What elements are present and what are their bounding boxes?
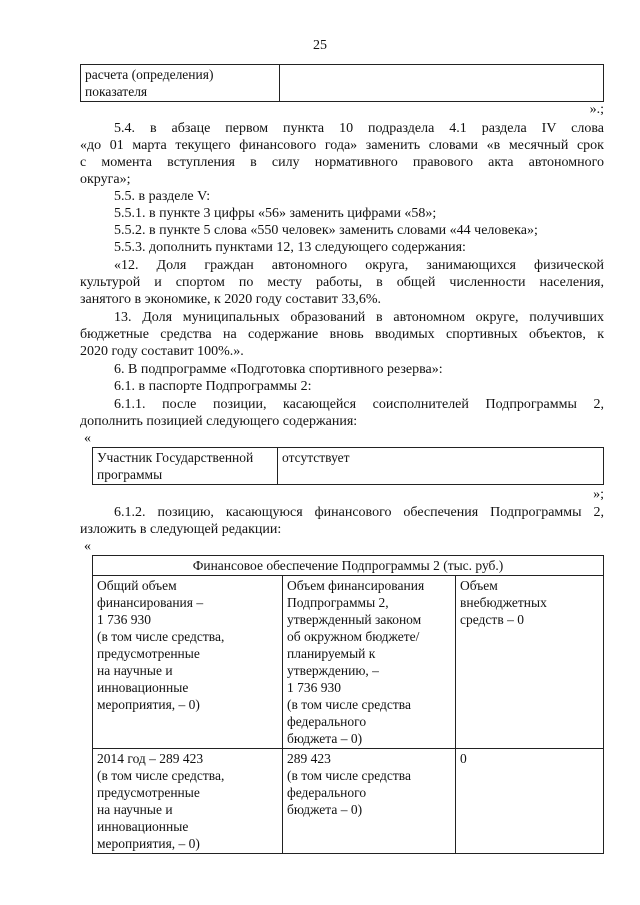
participant-label-cell: Участник Государственной программы	[93, 448, 278, 485]
top-table-cell: расчета (определения) показателя	[81, 65, 280, 102]
page-number: 25	[313, 38, 327, 53]
finance-year-budget-cell: 289 423 (в том числе средства федерального бюджета – 0)	[283, 749, 456, 854]
paragraph-5-4-line: 5.4. в абзаце первом пункта 10 подраздела 4.1 раздела IV слова	[114, 121, 604, 136]
paragraph-5-5: 5.5. в разделе V:	[114, 189, 211, 204]
open-quote: «	[84, 539, 91, 554]
close-quote: »;	[593, 487, 604, 502]
top-table-empty-cell	[280, 65, 604, 102]
paragraph-5-5-2: 5.5.2. в пункте 5 слова «550 человек» заменить словами «44 человека»;	[114, 223, 538, 238]
paragraph-12-line: культурой и спортом по месту работы, в общей численности населения,	[80, 275, 604, 290]
finance-year-extrabudget-cell: 0	[456, 749, 604, 854]
top-table	[80, 64, 604, 102]
paragraph-6-1-1-line: дополнить позицией следующего содержания:	[80, 414, 358, 429]
paragraph-6-1-1-line: 6.1.1. после позиции, касающейся соисполнителей Подпрограммы 2,	[114, 397, 604, 412]
participant-value-cell: отсутствует	[278, 448, 604, 485]
finance-total-cell: Общий объем финансирования – 1 736 930 (в том числе средства, предусмотренные на научные и инновационные мероприятия, – 0)	[93, 576, 283, 749]
finance-year-cell: 2014 год – 289 423 (в том числе средства, предусмотренные на научные и инновационные мероприятия, – 0)	[93, 749, 283, 854]
participant-table	[92, 447, 604, 485]
paragraph-12-line: «12. Доля граждан автономного округа, занимающихся физической	[114, 258, 604, 273]
table-row	[93, 576, 604, 749]
table-row	[93, 749, 604, 854]
close-quote: ».;	[589, 102, 604, 117]
finance-table-header: Финансовое обеспечение Подпрограммы 2 (тыс. руб.)	[93, 556, 604, 576]
paragraph-13-line: 13. Доля муниципальных образований в автономном округе, получивших	[114, 310, 604, 325]
open-quote: «	[84, 431, 91, 446]
paragraph-5-4-line: округа»;	[80, 172, 131, 187]
paragraph-5-5-3: 5.5.3. дополнить пунктами 12, 13 следующего содержания:	[114, 240, 466, 255]
paragraph-5-5-1: 5.5.1. в пункте 3 цифры «56» заменить цифрами «58»;	[114, 206, 437, 221]
paragraph-6-1: 6.1. в паспорте Подпрограммы 2:	[114, 379, 312, 394]
paragraph-12-line: занятого в экономике, к 2020 году составит 33,6%.	[80, 292, 382, 307]
finance-table	[92, 555, 604, 854]
paragraph-5-4-line: «до 01 марта текущего финансового года» заменить словами «в месячный срок	[80, 138, 604, 153]
paragraph-6-1-2-line: 6.1.2. позицию, касающуюся финансового обеспечения Подпрограммы 2,	[114, 505, 604, 520]
finance-budget-cell: Объем финансирования Подпрограммы 2, утвержденный законом об окружном бюджете/ планируемый к утверждению, – 1 736 930 (в том числе средства федерального бюджета – 0)	[283, 576, 456, 749]
paragraph-6: 6. В подпрограмме «Подготовка спортивного резерва»:	[114, 362, 443, 377]
paragraph-5-4-line: с момента вступления в силу нормативного правового акта автономного	[80, 155, 604, 170]
paragraph-6-1-2-line: изложить в следующей редакции:	[80, 522, 282, 537]
finance-extrabudget-cell: Объем внебюджетных средств – 0	[456, 576, 604, 749]
paragraph-13-line: бюджетные средства на содержание вновь вводимых спортивных объектов, к	[80, 327, 604, 342]
paragraph-13-line: 2020 году составит 100%.».	[80, 344, 244, 359]
